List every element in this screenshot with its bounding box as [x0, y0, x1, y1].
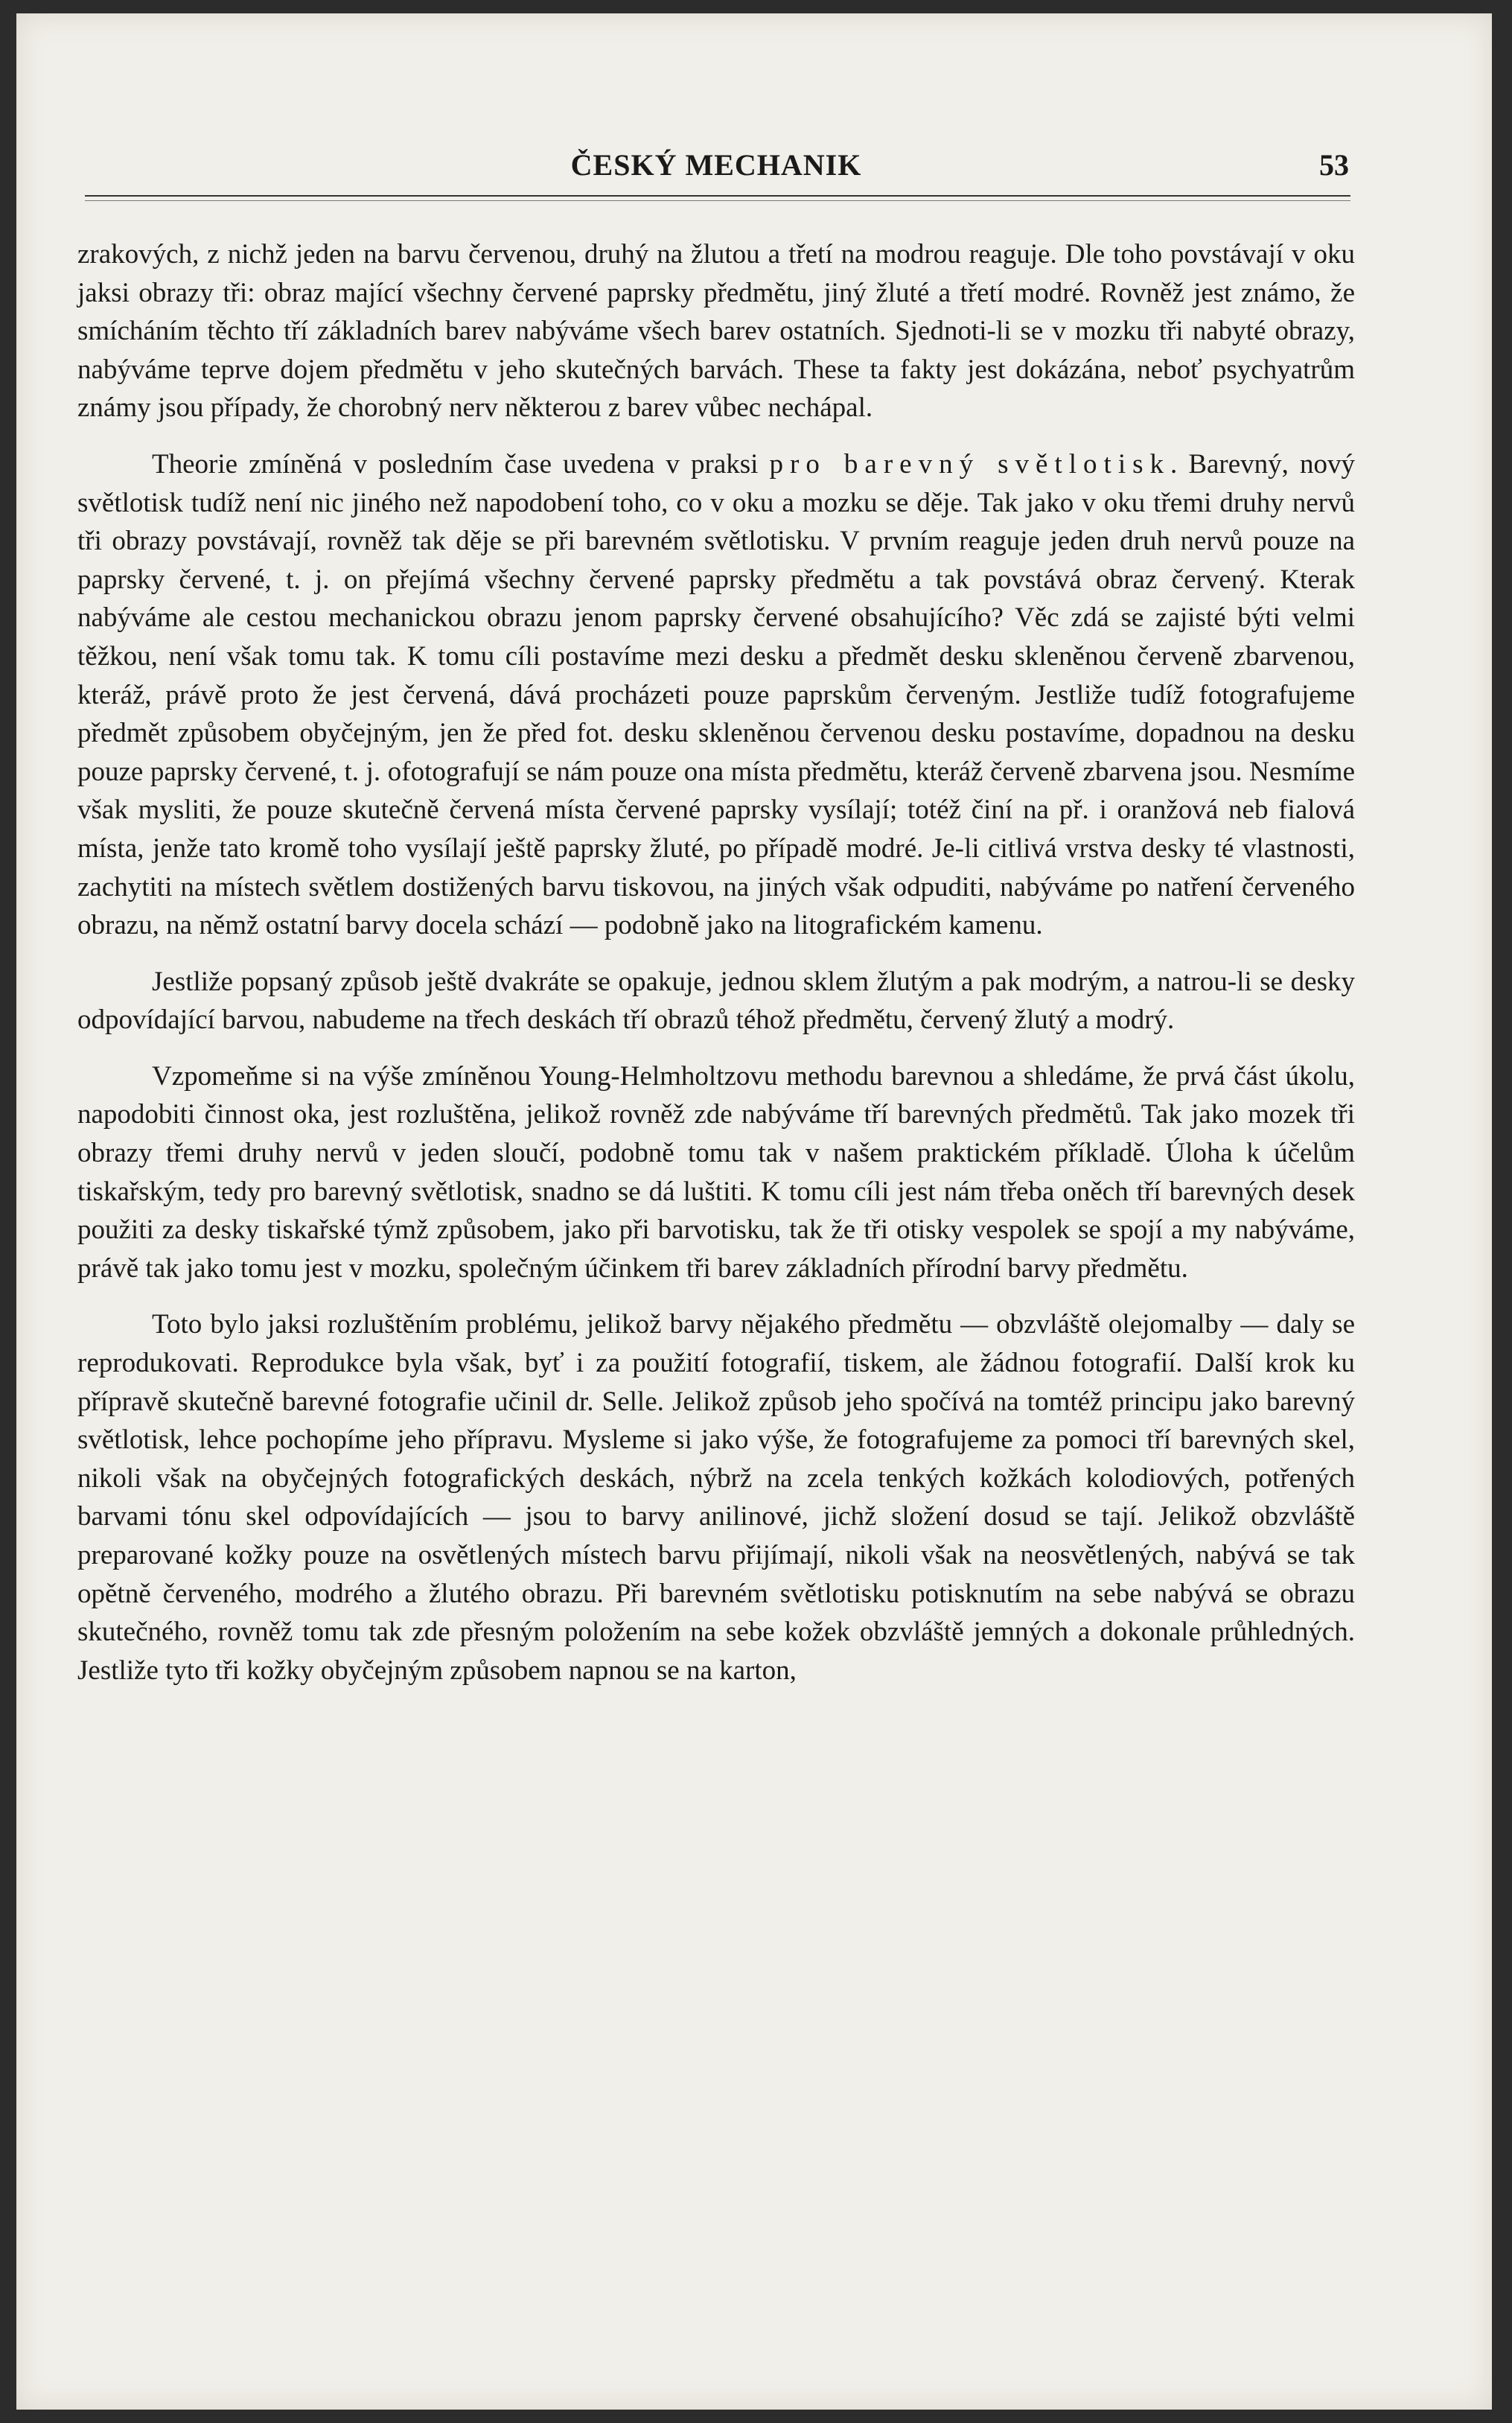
header-rule-thin: [85, 200, 1350, 201]
running-title: ČESKÝ MECHANIK: [570, 148, 862, 182]
paragraph-text: Theorie zmíněná v posledním čase uvedena v praksi: [152, 448, 770, 480]
header-rule: [85, 195, 1350, 197]
paragraph: [77, 445, 1355, 945]
page-number: 53: [1319, 148, 1349, 182]
paragraph: Jestliže popsaný způsob ještě dvakráte se opakuje, jednou sklem žlutým a pak modrým, a natrou-li se desky odpovídající barvou, nabudeme na třech deskách tří obrazů téhož předmětu, červený žlutý a modrý.: [77, 966, 1355, 1036]
body-text: [77, 235, 1355, 1690]
paragraph: Toto bylo jaksi rozluštěním problému, jelikož barvy nějakého předmětu — obzvláště olejomalby — daly se reprodukovati. Reprodukce byla však, byť i za použití fotografií, tiskem, ale žádnou fotografií. Další krok ku přípravě skutečně barevné fotografie učinil dr. Selle. Jelikož způsob jeho spočívá na tomtéž principu jako barevný světlotisk, lehce pochopíme jeho přípravu. Mysleme si jako výše, že fotografujeme za pomoci tří barevných skel, nikoli však na obyčejných fotografických deskách, nýbrž na zcela tenkých kožkách kolodiových, potřených barvami tónu skel odpovídajících — jsou to barvy anilinové, jichž složení dosud se tají. Jelikož obzvláště preparované kožky pouze na osvětlených místech barvu přijímají, nikoli však na neosvětlených, nabývá se tak opětně červeného, modrého a žlutého obrazu. Při barevném světlotisku potisknutím na sebe nabývá se obrazu skutečného, rovněž tomu tak zde přesným položením na sebe kožek obzvláště jemných a dokonale průhledných. Jestliže tyto tři kožky obyčejným způsobem napnou se na karton,: [77, 1309, 1355, 1686]
spaced-emphasis: pro barevný světlotisk: [769, 448, 1170, 480]
page-header: [83, 147, 1349, 185]
paragraph-text: . Barevný, nový světlotisk tudíž není nic jiného než napodobení toho, co v oku a mozku se děje. Tak jako v oku třemi druhy nervů tři obrazy povstávají, rovněž tak děje se při barevném světlotisku. V prvním reaguje jeden druh nervů pouze na paprsky červené, t. j. on přejímá všechny červené paprsky předmětu a tak povstává obraz červený. Kterak nabýváme ale cestou mechanickou obrazu jenom paprsky červené obsahujícího? Věc zdá se zajisté býti velmi těžkou, není však tomu tak. K tomu cíli postavíme mezi desku a předmět desku skleněnou červeně zbarvenou, kteráž, právě proto že jest červená, dává procházeti pouze paprskům červeným. Jestliže tudíž fotografujeme předmět způsobem obyčejným, jen že před fot. desku skleněnou červenou desku postavíme, dopadnou na desku pouze paprsky červené, t. j. ofotografují se nám pouze ona místa předmětu, kteráž červeně zbarvena jsou. Nesmíme však mysliti, že pouze skutečně červená místa červené paprsky vysílají; totéž činí na př. i oranžová neb fialová místa, jenže tato kromě toho vysílají ještě paprsky žluté, po případě modré. Je-li citlivá vrstva desky té vlastnosti, zachytiti na místech světlem dostižených barvu tiskovou, na jiných však odpuditi, nabýváme po natření červeného obrazu, na němž ostatní barvy docela schází — podobně jako na litografickém kamenu.: [77, 448, 1355, 941]
paragraph: zrakových, z nichž jeden na barvu červenou, druhý na žlutou a třetí na modrou reaguje. Dle toho povstávají v oku jaksi obrazy tři: obraz mající všechny červené paprsky předmětu, jiný žluté a třetí modré. Rovněž jest známo, že smícháním těchto tří základních barev nabýváme všech barev ostatních. Sjednoti-li se v mozku tři nabyté obrazy, nabýváme teprve dojem předmětu v jeho skutečných barvách. These ta fakty jest dokázána, neboť psychyatrům známy jsou případy, že chorobný nerv některou z barev vůbec nechápal.: [77, 239, 1355, 424]
paragraph: Vzpomeňme si na výše zmíněnou Young-Helmholtzovu methodu barevnou a shledáme, že prvá část úkolu, napodobiti činnost oka, jest rozluštěna, jelikož rovněž zde nabýváme tří barevných předmětů. Tak jako mozek tři obrazy třemi druhy nervů v jeden sloučí, podobně tomu tak v našem praktickém příkladě. Úloha k účelům tiskařským, tedy pro barevný světlotisk, snadno se dá luštiti. K tomu cíli jest nám třeba oněch tří barevných desek použiti za desky tiskařské týmž způsobem, jako při barvotisku, tak že tři otisky vespolek se spojí a my nabýváme, právě tak jako tomu jest v mozku, společným účinkem tři barev základních přírodní barvy předmětu.: [77, 1060, 1355, 1284]
document-page: [16, 13, 1492, 2410]
